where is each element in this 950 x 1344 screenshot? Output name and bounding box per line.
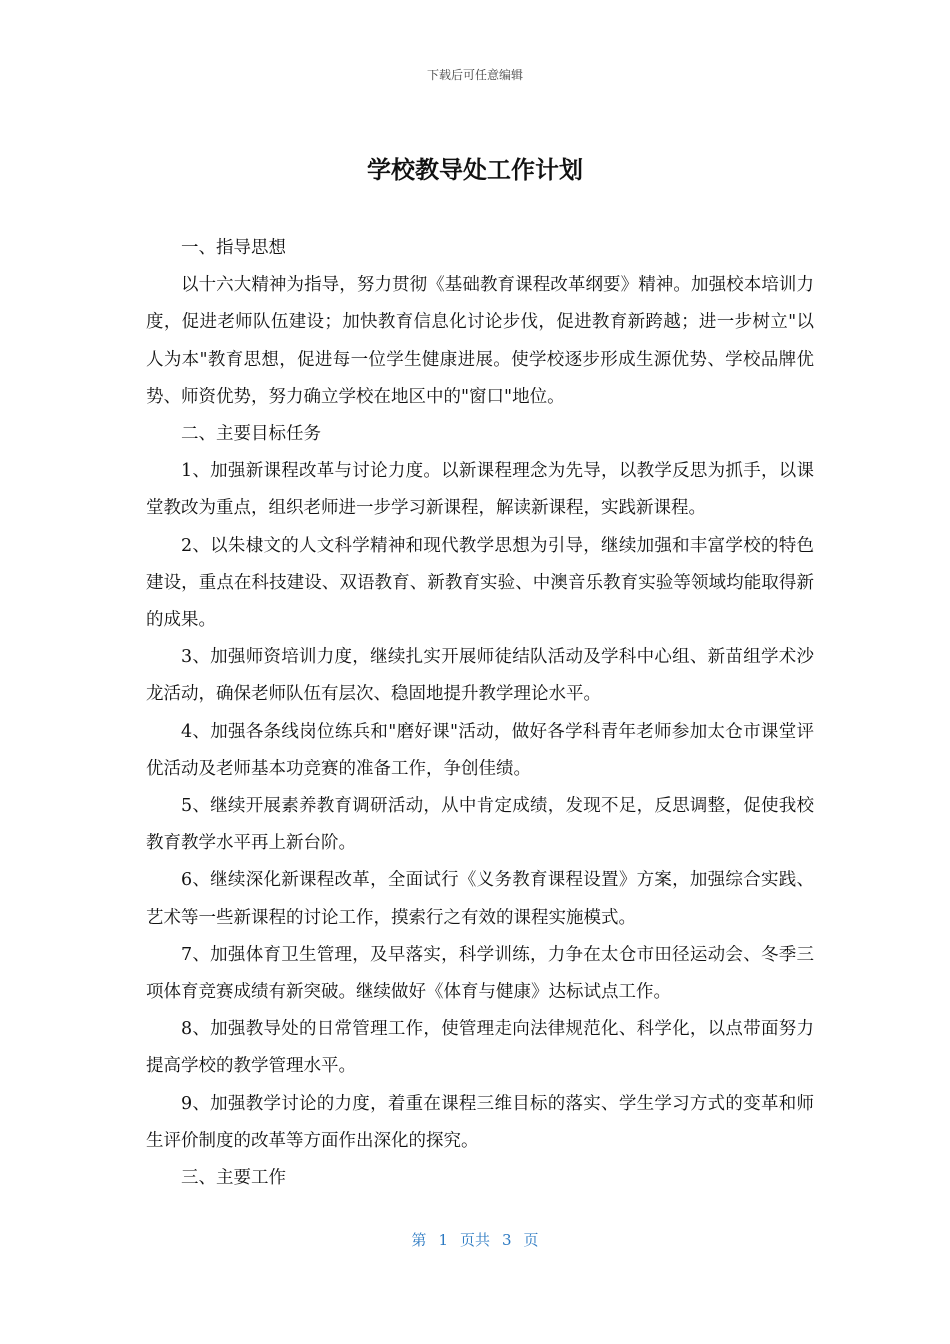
document-title: 学校教导处工作计划	[367, 156, 583, 184]
paragraph: 1、加强新课程改革与讨论力度。以新课程理念为先导，以教学反思为抓手，以课堂教改为重点，组织老师进一步学习新课程，解读新课程，实践新课程。	[146, 461, 814, 519]
paragraph: 2、以朱棣文的人文科学精神和现代教学思想为引导，继续加强和丰富学校的特色建设，重点在科技建设、双语教育、新教育实验、中澳音乐教育实验等领域均能取得新的成果。	[146, 535, 814, 631]
paragraph: 6、继续深化新课程改革，全面试行《义务教育课程设置》方案，加强综合实践、艺术等一些新课程的讨论工作，摸索行之有效的课程实施模式。	[146, 870, 814, 928]
page-total: 3	[502, 1231, 512, 1249]
page-header: 下载后可任意编辑	[426, 68, 523, 82]
paragraph: 5、继续开展素养教育调研活动，从中肯定成绩，发现不足，反思调整，促使我校教育教学水平再上新台阶。	[146, 796, 814, 854]
page-mid: 页共	[459, 1231, 490, 1249]
section-heading: 三、主要工作	[181, 1168, 286, 1189]
paragraph: 7、加强体育卫生管理，及早落实，科学训练，力争在太仓市田径运动会、冬季三项体育竞赛成绩有新突破。继续做好《体育与健康》达标试点工作。	[146, 944, 814, 1003]
paragraph: 4、加强各条线岗位练兵和"磨好课"活动，做好各学科青年老师参加太仓市课堂评优活动及老师基本功竞赛的准备工作，争创佳绩。	[146, 721, 814, 779]
paragraph: 8、加强教导处的日常管理工作，使管理走向法律规范化、科学化，以点带面努力提高学校的教学管理水平。	[146, 1019, 814, 1077]
paragraph: 以十六大精神为指导，努力贯彻《基础教育课程改革纲要》精神。加强校本培训力度，促进老师队伍建设；加快教育信息化讨论步伐，促进教育新跨越；进一步树立"以人为本"教育思想，促进每一位学生健康进展。使学校逐步形成生源优势、学校品牌优势、师资优势，努力确立学校在地区中的"窗口"地位。	[146, 275, 814, 407]
page-suffix: 页	[523, 1231, 539, 1249]
page-footer	[0, 1229, 950, 1250]
page-current: 1	[438, 1231, 448, 1249]
document-body	[146, 230, 814, 1197]
section-heading: 二、主要目标任务	[181, 424, 321, 445]
section-heading: 一、指导思想	[181, 238, 286, 258]
paragraph: 9、加强教学讨论的力度，着重在课程三维目标的落实、学生学习方式的变革和师生评价制度的改革等方面作出深化的探究。	[146, 1093, 814, 1151]
page-label: 第	[411, 1231, 427, 1249]
paragraph: 3、加强师资培训力度，继续扎实开展师徒结队活动及学科中心组、新苗组学术沙龙活动，确保老师队伍有层次、稳固地提升教学理论水平。	[146, 647, 814, 705]
